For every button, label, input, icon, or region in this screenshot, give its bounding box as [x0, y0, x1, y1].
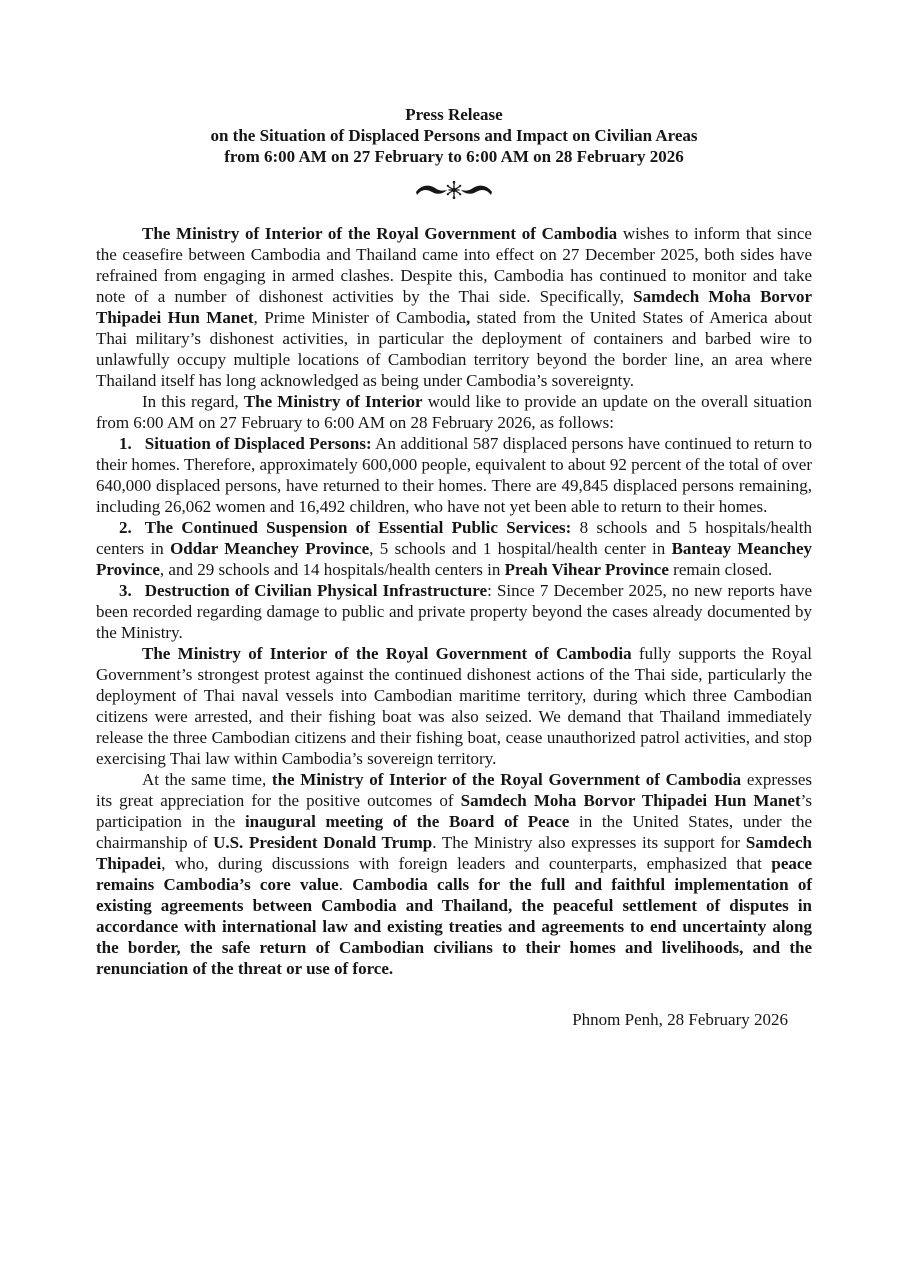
text-run: expresses its great appreciation for the positive outcomes of	[96, 770, 812, 810]
text-run: , who, during discussions with foreign leaders and counterparts, emphasized that	[161, 854, 772, 873]
text-run: , and 29 schools and 14 hospitals/health centers in	[159, 560, 505, 579]
bold-text-run: Banteay Meanchey Province	[96, 539, 813, 579]
numbered-paragraph	[96, 433, 812, 517]
floral-divider-icon	[96, 179, 812, 203]
numbered-paragraph	[96, 517, 812, 580]
text-run: , 5 schools and 1 hospital/health center in	[369, 539, 672, 558]
text-run: . The Ministry also expresses its support for	[432, 833, 746, 852]
numbered-paragraph	[96, 580, 812, 643]
bold-text-run: Destruction of Civilian Physical Infrastructure	[144, 581, 488, 600]
bold-text-run: peace remains Cambodia’s core value	[96, 854, 812, 894]
paragraph	[96, 223, 812, 391]
text-run: fully supports the Royal Government’s strongest protest against the continued dishonest actions of the Thai side, particularly the deployment of Thai naval vessels into Cambodian maritime territory, during which three Cambodian citizens were arrested, and their fishing boat was also seized. We demand that Thailand immediately release the three Cambodian citizens and their fishing boat, cease unauthorized patrol activities, and stop exercising Thai law within Cambodia’s sovereign territory.	[96, 644, 812, 768]
bold-text-run: 2.	[119, 518, 132, 537]
text-run: In this regard,	[142, 392, 244, 411]
text-run: stated from the United States of America about Thai military’s dishonest activities, in particular the deployment of containers and barbed wire to unlawfully occupy multiple locations of Cambodian territory beyond the border line, an area where Thailand itself has long acknowledged as being under Cambodia’s sovereignty.	[96, 308, 812, 390]
text-run: ’s participation in the	[96, 791, 812, 831]
text-run: wishes to inform that since the ceasefire between Cambodia and Thailand came into effect on 27 December 2025, both sides have refrained from engaging in armed clashes. Despite this, Cambodia has continued to monitor and take note of a number of dishonest activities by the Thai side. Specifically,	[96, 224, 812, 306]
paragraph	[96, 643, 812, 769]
bold-text-run: Samdech Moha Borvor Thipadei Hun Manet	[96, 287, 813, 327]
document-title: Press Release	[405, 105, 503, 124]
document-subtitle: on the Situation of Displaced Persons and Impact on Civilian Areas	[210, 126, 698, 145]
bold-text-run: the Ministry of Interior of the Royal Government of Cambodia	[271, 770, 742, 789]
bold-text-run: 3.	[119, 581, 132, 600]
bold-text-run: The Continued Suspension of Essential Public Services:	[144, 518, 572, 537]
bold-text-run: Situation of Displaced Persons:	[144, 434, 372, 453]
text-run: 8 schools and 5 hospitals/health centers in	[96, 518, 812, 558]
bold-text-run: The Ministry of Interior of the Royal Government of Cambodia	[142, 644, 632, 663]
bold-text-run: U.S. President Donald Trump	[213, 833, 433, 852]
text-run: : Since 7 December 2025, no new reports have been recorded regarding damage to public and private property beyond the cases already documented by the Ministry.	[96, 581, 812, 642]
bold-text-run: ,	[465, 308, 471, 327]
bold-text-run: The Ministry of Interior	[243, 392, 423, 411]
text-run: At the same time,	[142, 770, 272, 789]
text-run: would like to provide an update on the overall situation from 6:00 AM on 27 February to 6:00 AM on 28 February 2026, as follows:	[96, 392, 813, 432]
document-header	[96, 104, 812, 167]
dateline: Phnom Penh, 28 February 2026	[572, 1010, 788, 1029]
text-run: An additional 587 displaced persons have continued to return to their homes. Therefore, approximately 600,000 people, equivalent to about 92 percent of the total of over 640,000 displaced persons, have returned to their homes. There are 49,845 displaced persons remaining, including 26,062 women and 16,492 children, who have not yet been able to return to their homes.	[96, 434, 812, 516]
bold-text-run: The Ministry of Interior of the Royal Government of Cambodia	[142, 224, 618, 243]
bold-text-run: Cambodia calls for the full and faithful implementation of existing agreements between Cambodia and Thailand, the peaceful settlement of disputes in accordance with international law and existing treaties and agreements to end uncertainty along the border, the safe return of Cambodian civilians to their homes and livelihoods, and the renunciation of the threat or use of force.	[96, 875, 812, 978]
text-run: remain closed.	[668, 560, 773, 579]
text-run: , Prime Minister of Cambodia	[253, 308, 466, 327]
bold-text-run: Preah Vihear Province	[504, 560, 669, 579]
paragraph	[96, 391, 812, 433]
bold-text-run: Oddar Meanchey Province	[170, 539, 370, 558]
bold-text-run: 1.	[119, 434, 132, 453]
bold-text-run: Samdech Moha Borvor Thipadei Hun Manet	[460, 791, 801, 810]
document-body	[96, 223, 812, 979]
paragraph	[96, 769, 812, 979]
bold-text-run: inaugural meeting of the Board of Peace	[244, 812, 570, 831]
text-run: in the United States, under the chairmanship of	[96, 812, 813, 852]
text-run: .	[338, 875, 353, 894]
bold-text-run: Samdech Thipadei	[96, 833, 812, 873]
document-date-range: from 6:00 AM on 27 February to 6:00 AM on 28 February 2026	[224, 147, 684, 166]
